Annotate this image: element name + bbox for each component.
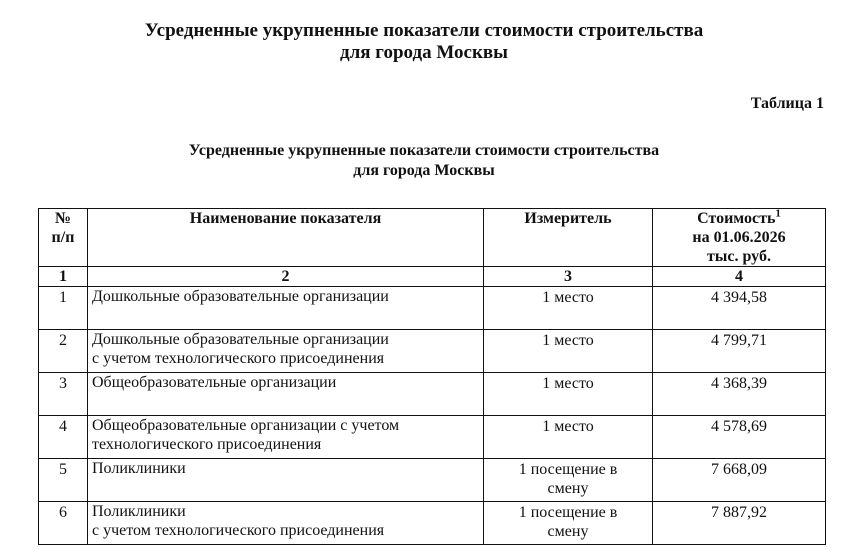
row-unit bbox=[484, 416, 653, 459]
row-unit-line: 1 место bbox=[542, 375, 594, 392]
row-number: 4 bbox=[39, 416, 88, 459]
column-number: 3 bbox=[484, 267, 653, 287]
table-row bbox=[39, 287, 826, 330]
row-unit bbox=[484, 330, 653, 373]
header-unit: Измеритель bbox=[484, 209, 653, 267]
table-row bbox=[39, 502, 826, 545]
row-unit-line: 1 место bbox=[542, 289, 594, 306]
header-cost-date: на 01.06.2026 bbox=[692, 229, 786, 246]
row-name-line: технологического присоединения bbox=[92, 436, 322, 453]
header-cost bbox=[653, 209, 826, 267]
table-row bbox=[39, 330, 826, 373]
row-number: 1 bbox=[39, 287, 88, 330]
row-name bbox=[88, 459, 484, 502]
row-name bbox=[88, 330, 484, 373]
row-number: 3 bbox=[39, 373, 88, 416]
row-number: 6 bbox=[39, 502, 88, 545]
row-name-line: Поликлиники bbox=[92, 460, 186, 477]
row-name bbox=[88, 416, 484, 459]
row-name-line: с учетом технологического присоединения bbox=[92, 522, 385, 539]
header-name: Наименование показателя bbox=[88, 209, 484, 267]
table-row bbox=[39, 416, 826, 459]
column-number-row bbox=[39, 267, 826, 287]
column-number: 2 bbox=[88, 267, 484, 287]
column-number: 4 bbox=[653, 267, 826, 287]
row-unit-line: 1 посещение в bbox=[518, 504, 618, 521]
column-number: 1 bbox=[39, 267, 88, 287]
row-unit bbox=[484, 287, 653, 330]
cost-indicators-table bbox=[38, 208, 826, 545]
row-name-line: с учетом технологического присоединения bbox=[92, 350, 385, 367]
row-cost: 7 887,92 bbox=[653, 502, 826, 545]
table-row bbox=[39, 459, 826, 502]
row-name-line: Общеобразовательные организации bbox=[92, 374, 337, 391]
row-unit-line: 1 место bbox=[542, 418, 594, 435]
header-cost-currency: тыс. руб. bbox=[707, 248, 771, 265]
row-cost: 7 668,09 bbox=[653, 459, 826, 502]
row-name-line: Поликлиники bbox=[92, 503, 186, 520]
row-unit bbox=[484, 502, 653, 545]
footnote-marker: 1 bbox=[775, 207, 781, 220]
header-number bbox=[39, 209, 88, 267]
row-unit bbox=[484, 373, 653, 416]
row-cost: 4 368,39 bbox=[653, 373, 826, 416]
row-unit-line: 1 посещение в bbox=[518, 461, 618, 478]
table-title bbox=[0, 141, 848, 181]
row-number: 2 bbox=[39, 330, 88, 373]
row-name bbox=[88, 502, 484, 545]
table-label: Таблица 1 bbox=[750, 95, 824, 112]
row-name bbox=[88, 287, 484, 330]
table-title-line: для города Москвы bbox=[353, 162, 495, 179]
document-title bbox=[0, 20, 848, 64]
document-title-line: для города Москвы bbox=[340, 42, 508, 63]
row-name-line: Дошкольные образовательные организации bbox=[92, 331, 389, 348]
row-unit bbox=[484, 459, 653, 502]
document-title-line: Усредненные укрупненные показатели стоимости строительства bbox=[144, 20, 704, 41]
row-name-line: Дошкольные образовательные организации bbox=[92, 288, 389, 305]
header-cost-label: Стоимость bbox=[697, 210, 776, 227]
header-number-line: п/п bbox=[51, 229, 75, 246]
row-unit-line: смену bbox=[547, 523, 589, 540]
table-row bbox=[39, 373, 826, 416]
header-row bbox=[39, 209, 826, 267]
row-name bbox=[88, 373, 484, 416]
table-title-line: Усредненные укрупненные показатели стоимости строительства bbox=[188, 142, 660, 159]
row-number: 5 bbox=[39, 459, 88, 502]
row-cost: 4 578,69 bbox=[653, 416, 826, 459]
row-unit-line: смену bbox=[547, 480, 589, 497]
row-cost: 4 799,71 bbox=[653, 330, 826, 373]
header-number-line: № bbox=[54, 210, 72, 227]
row-unit-line: 1 место bbox=[542, 332, 594, 349]
row-cost: 4 394,58 bbox=[653, 287, 826, 330]
row-name-line: Общеобразовательные организации с учетом bbox=[92, 417, 400, 434]
